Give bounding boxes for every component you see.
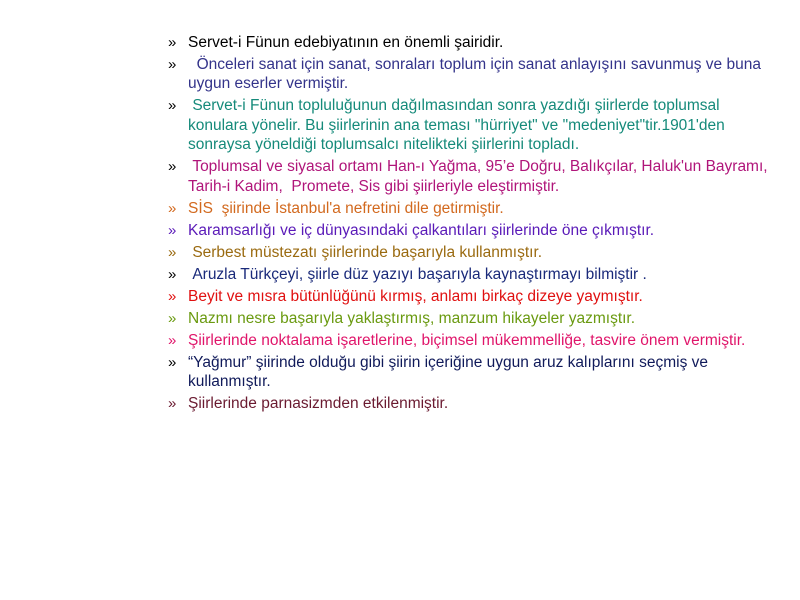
bullet-icon: » xyxy=(168,331,177,349)
bullet-icon: » xyxy=(168,199,177,217)
list-item xyxy=(168,287,768,306)
list-item-text: Servet-i Fünun edebiyatının en önemli şairidir. xyxy=(188,34,504,51)
list-item xyxy=(168,33,768,52)
list-item-text: Servet-i Fünun topluluğunun dağılmasından sonra yazdığı şiirlerde toplumsal konulara yönelir. Bu şiirlerinin ana teması "hürriyet" ve "medeniyet"tir.1901'den sonraysa yöneldiği toplumsalcı nitelikteki şiirlerini topladı. xyxy=(188,97,730,154)
list-item xyxy=(168,199,768,218)
list-item-text: Aruzla Türkçeyi, şiirle düz yazıyı başarıyla kaynaştırmayı bilmiştir . xyxy=(188,265,647,283)
list-item xyxy=(168,309,768,328)
bullet-icon: » xyxy=(168,353,177,371)
list-item-text: Şiirlerinde parnasizmden etkilenmiştir. xyxy=(188,395,449,413)
list-item-text: Nazmı nesre başarıyla yaklaştırmış, manzum hikayeler yazmıştır. xyxy=(188,309,636,327)
list-item-text: Beyit ve mısra bütünlüğünü kırmış, anlamı birkaç dizeye yaymıştır. xyxy=(188,287,643,305)
bullet-icon: » xyxy=(168,309,177,327)
list-item xyxy=(168,243,768,262)
list-item xyxy=(168,331,768,350)
list-item xyxy=(168,221,768,240)
bullet-icon: » xyxy=(168,265,177,283)
list-item xyxy=(168,353,768,392)
bullet-list xyxy=(168,33,772,416)
list-item-text: Şiirlerinde noktalama işaretlerine, biçimsel mükemmelliğe, tasvire önem vermiştir. xyxy=(188,331,746,349)
list-item xyxy=(168,394,768,413)
bullet-icon: » xyxy=(168,243,177,261)
list-item-text: Toplumsal ve siyasal ortamı Han-ı Yağma, 95’e Doğru, Balıkçılar, Haluk'un Bayramı, Tarih-i Kadim, Promete, Sis gibi şiirleriyle eleştirmiştir. xyxy=(188,158,772,195)
list-item xyxy=(168,157,772,196)
bullet-icon: » xyxy=(168,97,177,115)
list-item-text: “Yağmur” şiirinde olduğu gibi şiirin içeriğine uygun aruz kalıplarını seçmiş ve kullanmıştır. xyxy=(188,353,713,391)
list-item-text: Önceleri sanat için sanat, sonraları toplum için sanat anlayışını savunmuş ve buna uygun eserler vermiştir. xyxy=(188,56,766,93)
list-item-text: Karamsarlığı ve iç dünyasındaki çalkantıları şiirlerinde öne çıkmıştır. xyxy=(188,221,655,239)
list-item-text: SİS şiirinde İstanbul'a nefretini dile getirmiştir. xyxy=(188,199,504,217)
list-item-text: Serbest müstezatı şiirlerinde başarıyla kullanmıştır. xyxy=(188,243,543,261)
list-item xyxy=(168,265,768,284)
bullet-icon: » xyxy=(168,221,177,239)
bullet-icon: » xyxy=(168,56,177,73)
bullet-icon: » xyxy=(168,158,177,176)
list-item xyxy=(168,55,768,94)
bullet-icon: » xyxy=(168,395,177,413)
bullet-icon: » xyxy=(168,34,177,51)
bullet-icon: » xyxy=(168,287,177,305)
list-item xyxy=(168,96,768,154)
